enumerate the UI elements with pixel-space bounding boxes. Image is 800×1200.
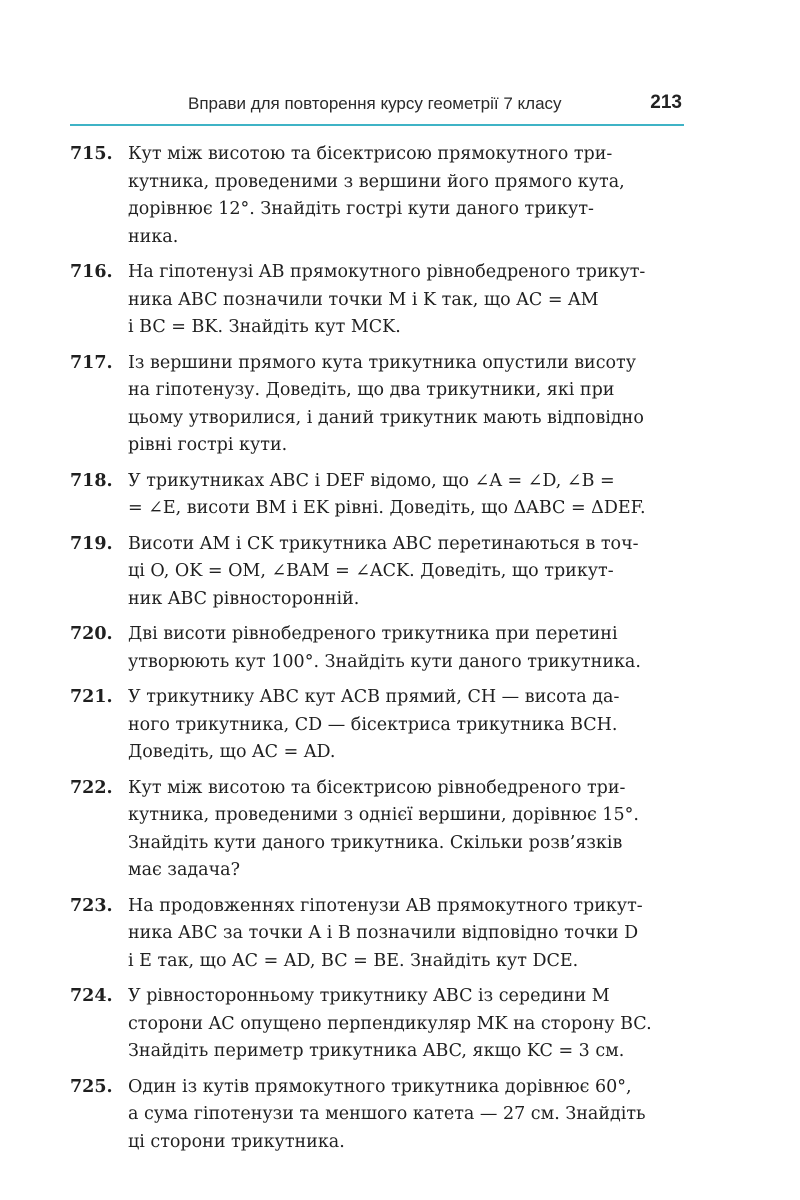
problem-text: Дві висоти рівнобедреного трикутника при перетині утворюють кут 100°. Знайдіть кути даного трикутника.: [128, 624, 641, 672]
problem-722: [70, 775, 684, 885]
problem-text: На гіпотенузі AB прямокутного рівнобедреного трикут- ника ABC позначили точки M і K так, що AC = AM і BC = BK. Знайдіть кут MCK.: [128, 262, 646, 337]
problem-number: 722.: [70, 777, 113, 798]
problem-text: На продовженнях гіпотенузи AB прямокутного трикут- ника ABC за точки A і B позначили відповідно точки D і E так, що AC = AD, BC = BE. Знайдіть кут DCE.: [128, 895, 643, 971]
problem-725: [70, 1074, 684, 1157]
problem-text: У трикутниках ABC і DEF відомо, що ∠A = ∠D, ∠B = = ∠E, висоти BM і EK рівні. Доведіть, що ΔABC = ΔDEF.: [128, 470, 646, 518]
problem-text: Висоти AM і CK трикутника ABC перетинаються в точ- ці O, OK = OM, ∠BAM = ∠ACK. Доведіть, що трикут- ник ABC рівносторонній.: [128, 533, 639, 609]
problem-723: [70, 893, 684, 976]
problem-list: [70, 141, 684, 1164]
problem-716: [70, 259, 684, 342]
problem-number: 716.: [70, 262, 113, 282]
problem-number: 721.: [70, 687, 113, 707]
header-title: Вправи для повторення курсу геометрії 7 класу: [188, 94, 562, 113]
problem-715: [70, 141, 684, 251]
problem-717: [70, 350, 684, 460]
problem-721: [70, 684, 684, 767]
page-header: [70, 92, 684, 126]
page-number: 213: [650, 92, 682, 113]
problem-number: 724.: [70, 986, 113, 1006]
problem-number: 720.: [70, 624, 113, 644]
problem-text: У рівносторонньому трикутнику ABC із середини M сторони AC опущено перпендикуляр MK на сторону BC. Знайдіть периметр трикутника ABC, якщо KC = 3 см.: [128, 986, 652, 1061]
problem-number: 725.: [70, 1076, 113, 1097]
problem-number: 719.: [70, 533, 113, 554]
problem-text: Із вершини прямого кута трикутника опустили висоту на гіпотенузу. Доведіть, що два трикутники, які при цьому утворилися, і даний трикутник мають відповідно рівні гострі кути.: [128, 352, 644, 455]
problem-724: [70, 983, 684, 1066]
problem-text: Кут між висотою та бісектрисою рівнобедреного три- кутника, проведеними з однієї вершини, дорівнює 15°. Знайдіть кути даного трикутника. Скільки розв’язків має задача?: [128, 777, 639, 880]
problem-text: Кут між висотою та бісектрисою прямокутного три- кутника, проведеними з вершини його прямого кута, дорівнює 12°. Знайдіть гострі кути даного трикут- ника.: [128, 144, 625, 247]
problem-number: 718.: [70, 470, 113, 491]
problem-number: 723.: [70, 895, 113, 916]
problem-718: [70, 468, 684, 523]
problem-number: 715.: [70, 144, 113, 164]
problem-text: У трикутнику ABC кут ACB прямий, CH — висота да- ного трикутника, CD — бісектриса трикутника BCH. Доведіть, що AC = AD.: [128, 687, 620, 762]
problem-number: 717.: [70, 352, 113, 373]
problem-720: [70, 621, 684, 676]
problem-text: Один із кутів прямокутного трикутника дорівнює 60°, а сума гіпотенузи та меншого катета — 27 см. Знайдіть ці сторони трикутника.: [128, 1076, 646, 1152]
problem-719: [70, 531, 684, 614]
